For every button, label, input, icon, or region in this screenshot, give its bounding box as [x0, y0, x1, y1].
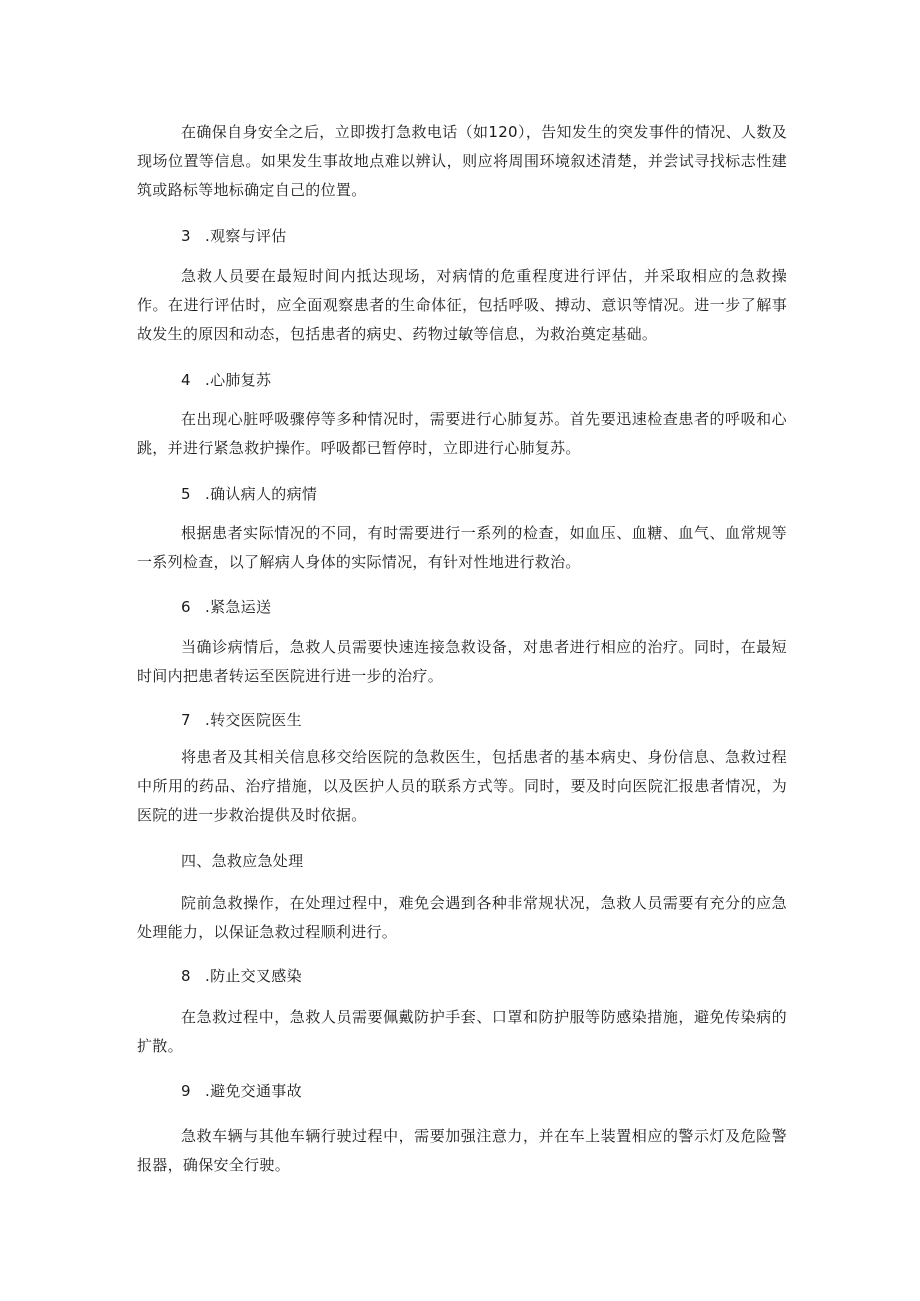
section-number: 5: [181, 485, 191, 503]
section-number: 4: [181, 371, 191, 389]
section-heading-7: [137, 706, 831, 735]
section-title: 四、急救应急处理: [181, 852, 304, 870]
section-number: 7: [181, 711, 191, 729]
section-heading-four: [137, 847, 831, 876]
section-title: .心肺复苏: [205, 371, 272, 389]
section-title: .确认病人的病情: [205, 485, 318, 503]
section-heading-9: [137, 1077, 831, 1106]
section-title: .转交医院医生: [205, 711, 302, 729]
section-title: .防止交叉感染: [205, 967, 302, 985]
section-heading-5: [137, 480, 831, 509]
paragraph-emergency-handling: 院前急救操作，在处理过程中，难免会遇到各种非常规状况，急救人员需要有充分的应急处理能力，以保证急救过程顺利进行。: [137, 894, 787, 941]
section-number: 3: [181, 227, 191, 245]
paragraph-traffic-safety: 急救车辆与其他车辆行驶过程中，需要加强注意力，并在车上装置相应的警示灯及危险警报器，确保安全行驶。: [137, 1127, 787, 1174]
section-number: 6: [181, 598, 191, 616]
paragraph-observe-assess: 急救人员要在最短时间内抵达现场，对病情的危重程度进行评估，并采取相应的急救操作。在进行评估时，应全面观察患者的生命体征，包括呼吸、搏动、意识等情况。进一步了解事故发生的原因和动态，包括患者的病史、药物过敏等信息，为救治奠定基础。: [137, 267, 787, 343]
paragraph-emergency-transport: 当确诊病情后，急救人员需要快速连接急救设备，对患者进行相应的治疗。同时，在最短时间内把患者转运至医院进行进一步的治疗。: [137, 638, 787, 685]
paragraph-cpr: 在出现心脏呼吸骤停等多种情况时，需要进行心肺复苏。首先要迅速检查患者的呼吸和心跳，并进行紧急救护操作。呼吸都已暂停时，立即进行心肺复苏。: [137, 410, 787, 457]
section-heading-8: [137, 962, 831, 991]
paragraph-infection-control: 在急救过程中，急救人员需要佩戴防护手套、口罩和防护服等防感染措施，避免传染病的扩散。: [137, 1008, 787, 1055]
section-heading-4: [137, 366, 831, 395]
section-heading-3: [137, 222, 831, 251]
section-heading-6: [137, 593, 831, 622]
section-title: .观察与评估: [205, 227, 287, 245]
paragraph-emergency-call: 在确保自身安全之后，立即拨打急救电话（如120），告知发生的突发事件的情况、人数及现场位置等信息。如果发生事故地点难以辨认，则应将周围环境叙述清楚，并尝试寻找标志性建筑或路标等地标确定自己的位置。: [137, 123, 787, 199]
section-number: 9: [181, 1082, 191, 1100]
section-title: .避免交通事故: [205, 1082, 302, 1100]
paragraph-handover: 将患者及其相关信息移交给医院的急救医生，包括患者的基本病史、身份信息、急救过程中所用的药品、治疗措施，以及医护人员的联系方式等。同时，要及时向医院汇报患者情况，为医院的进一步救治提供及时依据。: [137, 748, 787, 824]
section-title: .紧急运送: [205, 598, 272, 616]
paragraph-confirm-condition: 根据患者实际情况的不同，有时需要进行一系列的检查，如血压、血糖、血气、血常规等一系列检查，以了解病人身体的实际情况，有针对性地进行救治。: [137, 524, 787, 571]
section-number: 8: [181, 967, 191, 985]
